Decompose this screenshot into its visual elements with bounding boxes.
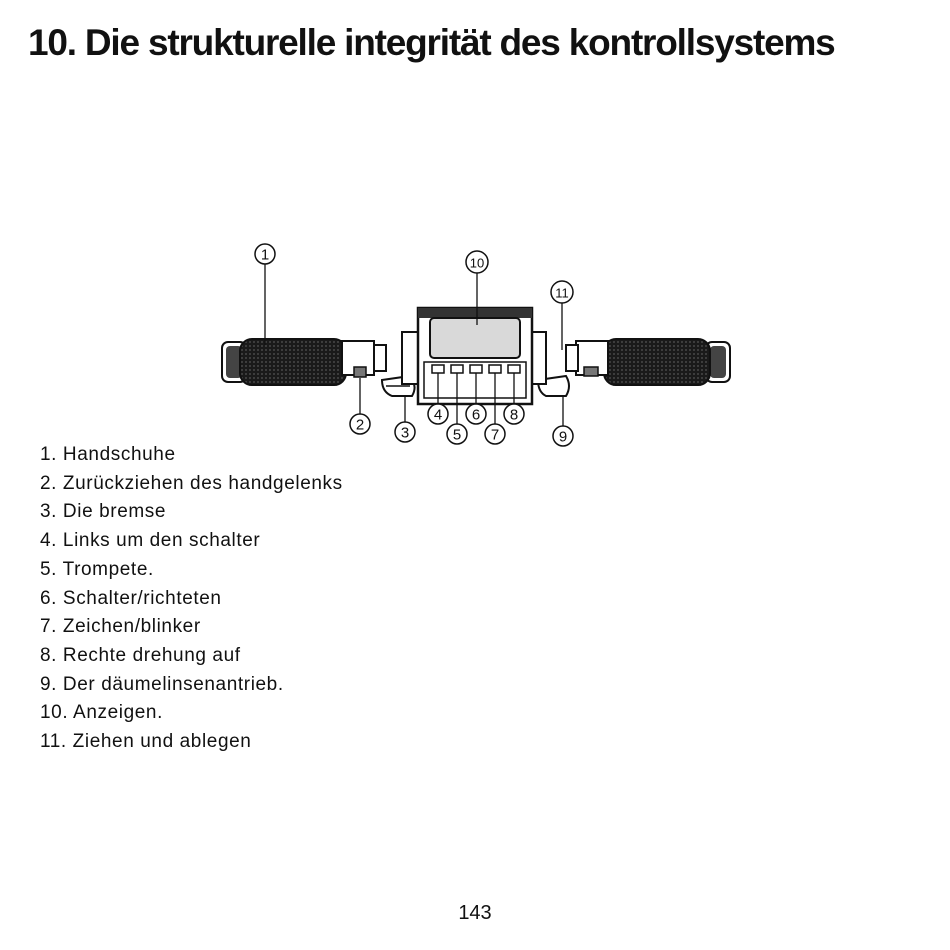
callout-11	[551, 281, 573, 303]
svg-text:4: 4	[433, 406, 443, 424]
wrist-retraction-button	[354, 367, 366, 377]
svg-text:3: 3	[400, 424, 410, 442]
legend-item: 3. Die bremse	[40, 501, 167, 523]
svg-text:11: 11	[555, 285, 569, 301]
console-button-blinker	[489, 365, 501, 373]
callout-8	[504, 404, 524, 424]
legend-item: 4. Links um den schalter	[40, 530, 261, 552]
legend-item: 9. Der däumelinsenantrieb.	[40, 673, 284, 695]
callout-1	[255, 244, 275, 264]
svg-text:7: 7	[490, 426, 500, 444]
callout-6	[466, 404, 486, 424]
callout-10	[466, 251, 488, 273]
callout-3	[395, 422, 415, 442]
console-button-horn	[451, 365, 463, 373]
legend-item: 7. Zeichen/blinker	[40, 616, 201, 638]
svg-text:5: 5	[452, 426, 462, 444]
svg-text:6: 6	[471, 406, 481, 424]
right-grip	[604, 339, 710, 385]
legend-item: 8. Rechte drehung auf	[40, 644, 241, 666]
svg-text:9: 9	[558, 428, 568, 446]
svg-text:10: 10	[469, 255, 485, 271]
legend-item: 10. Anzeigen.	[40, 702, 163, 724]
console-button-switch	[470, 365, 482, 373]
page-number: 143	[458, 902, 492, 924]
left-handlebar	[222, 339, 415, 396]
svg-text:8: 8	[509, 406, 519, 424]
console-button-left-turn	[432, 365, 444, 373]
legend-item: 1. Handschuhe	[40, 444, 176, 465]
control-console	[402, 308, 546, 404]
callout-7	[485, 424, 505, 444]
legend-item: 6. Schalter/richteten	[40, 587, 222, 609]
console-button-right-turn	[508, 365, 520, 373]
callout-4	[428, 404, 448, 424]
legend-item: 11. Ziehen und ablegen	[40, 731, 252, 753]
parts-legend	[40, 441, 343, 757]
legend-item: 5. Trompete.	[40, 558, 154, 580]
handlebar-control-diagram	[210, 238, 740, 450]
page-title: 10. Die strukturelle integrität des kontrollsystems	[28, 22, 835, 63]
callout-9	[553, 426, 573, 446]
display-screen	[430, 318, 520, 358]
svg-text:2: 2	[355, 416, 365, 434]
left-grip	[240, 339, 346, 385]
svg-text:1: 1	[260, 246, 270, 264]
callout-2	[350, 414, 370, 434]
legend-item: 2. Zurückziehen des handgelenks	[40, 472, 343, 494]
right-handlebar	[538, 339, 730, 396]
callout-5	[447, 424, 467, 444]
